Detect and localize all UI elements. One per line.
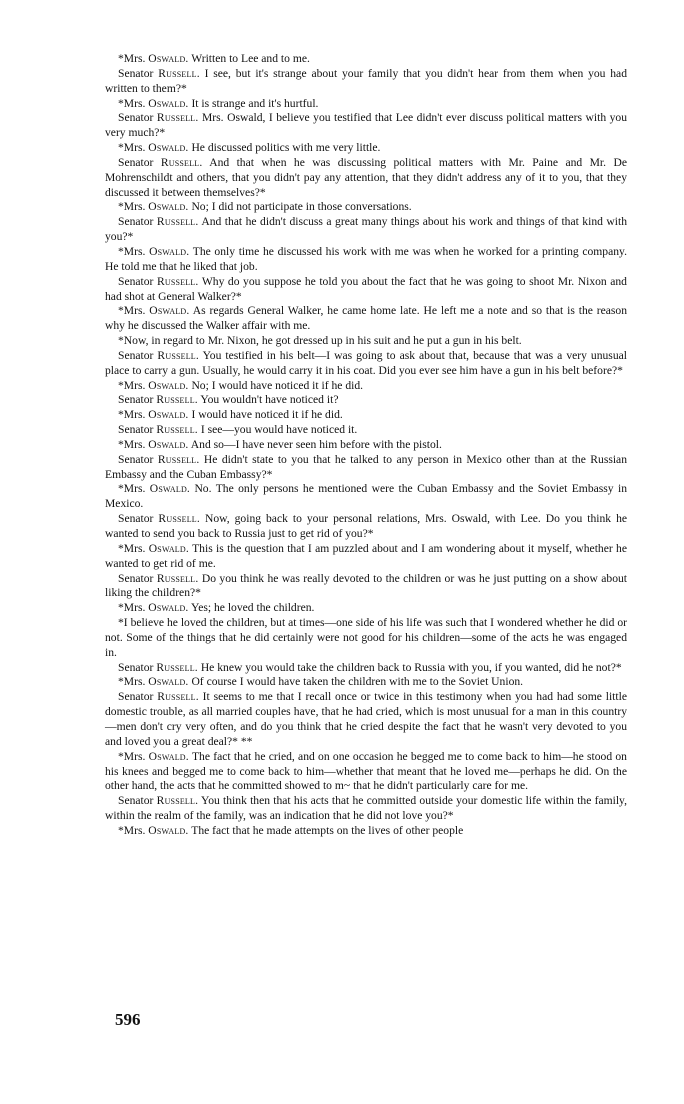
speaker-title: *Mrs.: [118, 378, 146, 392]
paragraph-text: *Now, in regard to Mr. Nixon, he got dressed up in his suit and he put a gun in his belt.: [118, 334, 522, 348]
speaker-name: Oswald.: [148, 749, 189, 763]
testimony-paragraph: [105, 245, 627, 275]
paragraph-text: It is strange and it's hurtful.: [191, 96, 319, 110]
paragraph-text: Mrs. Oswald, I believe you testified that Lee didn't ever discuss political matters with you very much?*: [105, 111, 628, 140]
speaker-name: Russell.: [157, 690, 199, 704]
testimony-paragraph: [105, 52, 627, 67]
testimony-paragraph: [105, 393, 627, 408]
paragraph-text: No; I would have noticed it if he did.: [191, 378, 364, 392]
paragraph-text: The only time he discussed his work with me was when he worked for a printing company. He told me that he liked that job.: [105, 244, 627, 273]
speaker-title: Senator: [118, 690, 154, 704]
speaker-name: Oswald.: [148, 408, 189, 422]
speaker-name: Oswald.: [149, 482, 191, 496]
paragraph-text: Yes; he loved the children.: [191, 601, 315, 615]
testimony-paragraph: [105, 67, 627, 97]
testimony-paragraph: [105, 794, 627, 824]
testimony-paragraph: [105, 661, 627, 676]
paragraph-text: You think then that his acts that he committed outside your domestic life within the family, within the realm of the family, was an indication that he did not love you?*: [105, 794, 627, 823]
testimony-paragraph: [105, 482, 627, 512]
paragraph-text: No; I did not participate in those conversations.: [191, 200, 412, 214]
speaker-name: Oswald.: [148, 601, 189, 615]
speaker-name: Oswald.: [148, 675, 189, 689]
speaker-name: Oswald.: [148, 437, 189, 451]
paragraph-text: Now, going back to your personal relations, Mrs. Oswald, with Lee. Do you think he wanted to send you back to Russia just to get rid of you?*: [105, 512, 628, 540]
speaker-title: Senator: [118, 111, 154, 125]
speaker-name: Russell.: [156, 423, 198, 437]
speaker-name: Russell.: [157, 452, 200, 466]
speaker-title: Senator: [118, 423, 154, 437]
testimony-paragraph: [105, 512, 627, 542]
speaker-title: *Mrs.: [118, 601, 146, 615]
paragraph-text: I see—you would have noticed it.: [200, 423, 358, 437]
testimony-paragraph: [105, 750, 627, 795]
speaker-title: *Mrs.: [118, 304, 146, 318]
testimony-paragraph: [105, 616, 627, 661]
speaker-name: Russell.: [156, 393, 198, 407]
testimony-paragraph: [105, 304, 627, 334]
speaker-name: Russell.: [156, 274, 199, 288]
paragraph-text: The fact that he cried, and on one occasion he begged me to come back to him—he stood on his knees and begged me to come back to him—whether that meant that he loved me—perhaps he did. On the other hand, the acts that he committed showed to m~ that he didn't particularly care for me.: [105, 749, 627, 793]
testimony-paragraph: [105, 690, 627, 749]
speaker-title: *Mrs.: [118, 244, 146, 258]
speaker-name: Oswald.: [148, 541, 189, 555]
speaker-title: Senator: [118, 512, 154, 526]
speaker-name: Russell.: [157, 348, 199, 362]
paragraph-text: This is the question that I am puzzled about and I am wondering about it myself, whether he wanted to get rid of me.: [105, 541, 627, 570]
paragraph-text: And so—I have never seen him before with the pistol.: [190, 437, 442, 451]
speaker-title: Senator: [118, 274, 154, 288]
paragraph-text: Written to Lee and to me.: [191, 52, 310, 65]
speaker-title: *Mrs.: [118, 141, 146, 155]
speaker-name: Russell.: [156, 794, 199, 808]
paragraph-text: I see, but it's strange about your family that you didn't hear from them when you had written to them?*: [105, 66, 627, 95]
testimony-paragraph: [105, 601, 627, 616]
speaker-name: Oswald.: [148, 141, 189, 155]
testimony-paragraph: [105, 111, 627, 141]
testimony-paragraph: [105, 572, 627, 602]
speaker-title: *Mrs.: [118, 437, 146, 451]
speaker-name: Oswald.: [149, 304, 190, 318]
testimony-paragraph: [105, 423, 627, 438]
paragraph-text: It seems to me that I recall once or twice in this testimony when you had had some little domestic trouble, as all married couples have, that he had cried, which is most unusual for a man in this country—men don't cry very often, and do you think that he cried despite the fact that he wasn't very devoted to you and loved you a great deal?* **: [105, 690, 627, 748]
paragraph-text: Do you think he was really devoted to the children or was he just putting on a show about liking the children?*: [105, 571, 628, 600]
speaker-title: Senator: [118, 452, 154, 466]
speaker-name: Russell.: [158, 512, 200, 526]
speaker-title: *Mrs.: [118, 200, 146, 214]
testimony-paragraph: [105, 349, 627, 379]
paragraph-text: The fact that he made attempts on the lives of other people: [191, 823, 464, 837]
paragraph-text: I would have noticed it if he did.: [191, 408, 343, 422]
speaker-name: Russell.: [160, 155, 203, 169]
page-number: 596: [115, 1010, 141, 1029]
speaker-title: Senator: [118, 660, 154, 674]
speaker-name: Oswald.: [149, 244, 190, 258]
paragraph-text: No. The only persons he mentioned were the Cuban Embassy and the Soviet Embassy in Mexico.: [105, 482, 627, 511]
testimony-paragraph: [105, 97, 627, 112]
speaker-name: Russell.: [158, 66, 200, 80]
testimony-paragraph: [105, 275, 627, 305]
speaker-title: Senator: [118, 66, 154, 80]
paragraph-text: He discussed politics with me very little.: [191, 141, 381, 155]
paragraph-text: And that when he was discussing political matters with Mr. Paine and Mr. De Mohrenschildt and others, that you didn't pay any attention, that they didn't address any of it to you, that they discussed it between themselves?*: [105, 155, 627, 199]
speaker-title: Senator: [118, 155, 154, 169]
testimony-paragraph: [105, 675, 627, 690]
paragraph-text: Why do you suppose he told you about the fact that he was going to shoot Mr. Nixon and had shot at General Walker?*: [105, 274, 627, 303]
testimony-paragraph: [105, 200, 627, 215]
speaker-title: *Mrs.: [118, 749, 146, 763]
testimony-paragraph: [105, 824, 627, 839]
speaker-title: Senator: [118, 215, 154, 229]
speaker-title: *Mrs.: [118, 408, 146, 422]
speaker-title: *Mrs.: [118, 541, 146, 555]
document-page: [105, 52, 627, 839]
testimony-paragraph: [105, 379, 627, 394]
speaker-title: *Mrs.: [118, 482, 146, 496]
paragraph-text: And that he didn't discuss a great many things about his work and things of that kind with you?*: [105, 215, 627, 244]
speaker-name: Russell.: [156, 660, 198, 674]
testimony-paragraph: [105, 408, 627, 423]
testimony-paragraph: [105, 334, 627, 349]
testimony-paragraph: [105, 156, 627, 201]
testimony-paragraph: [105, 438, 627, 453]
paragraph-text: You testified in his belt—I was going to ask about that, because that was a very unusual place to carry a gun. Usually, he would carry it in his coat. Did you ever see him have a gun in his belt before?*: [105, 348, 627, 377]
speaker-name: Oswald.: [148, 52, 189, 65]
testimony-paragraph: [105, 141, 627, 156]
speaker-name: Oswald.: [148, 378, 189, 392]
speaker-title: *Mrs.: [118, 675, 146, 689]
speaker-title: Senator: [118, 571, 154, 585]
paragraph-text: Of course I would have taken the children with me to the Soviet Union.: [191, 675, 524, 689]
testimony-paragraph: [105, 453, 627, 483]
paragraph-text: You wouldn't have noticed it?: [200, 393, 339, 407]
speaker-name: Russell.: [156, 571, 199, 585]
speaker-title: Senator: [118, 393, 154, 407]
speaker-name: Oswald.: [148, 200, 189, 214]
speaker-name: Oswald.: [148, 96, 189, 110]
paragraph-text: He knew you would take the children back to Russia with you, if you wanted, did he not?*: [200, 660, 622, 674]
speaker-title: *Mrs.: [118, 823, 146, 837]
speaker-title: *Mrs.: [118, 96, 146, 110]
testimony-paragraph: [105, 215, 627, 245]
speaker-name: Russell.: [156, 111, 199, 125]
speaker-name: Oswald.: [148, 823, 189, 837]
speaker-title: *Mrs.: [118, 52, 146, 65]
speaker-name: Russell.: [156, 215, 199, 229]
testimony-paragraph: [105, 542, 627, 572]
paragraph-text: *I believe he loved the children, but at times—one side of his life was such that I wondered whether he did or not. Some of the things that he did certainly were not good for his children—some of the acts he was engaged in.: [105, 616, 627, 659]
testimony-text: [105, 52, 627, 839]
paragraph-text: He didn't state to you that he talked to any person in Mexico other than at the Russian Embassy and the Cuban Embassy?*: [105, 452, 628, 481]
speaker-title: Senator: [118, 348, 154, 362]
paragraph-text: As regards General Walker, he came home late. He left me a note and so that is the reason why he discussed the Walker affair with me.: [105, 304, 628, 333]
speaker-title: Senator: [118, 794, 154, 808]
